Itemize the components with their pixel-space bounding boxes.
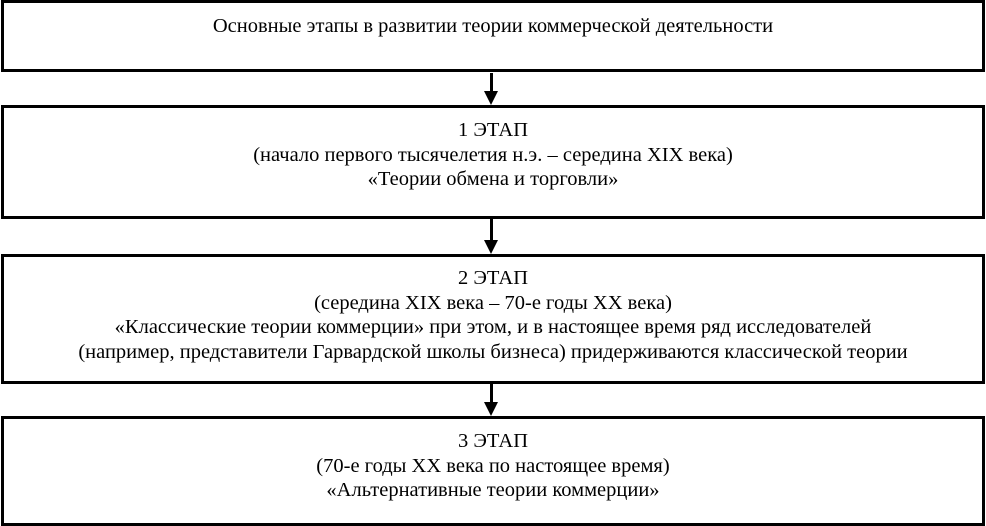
stage-2-description-line-1: «Классические теории коммерции» при этом, и в настоящее время ряд исследователей — [114, 316, 872, 338]
stage-3-period: (70-е годы XX века по настоящее время) — [316, 454, 670, 477]
stage-1-heading: 1 ЭТАП — [457, 119, 529, 141]
stage-2-box — [1, 254, 985, 384]
stage-3-description: «Альтернативные теории коммерции» — [326, 479, 660, 501]
title-box — [1, 0, 985, 72]
diagram-title: Основные этапы в развитии теории коммерческой деятельности — [212, 15, 774, 37]
stage-3-heading: 3 ЭТАП — [457, 430, 529, 452]
stage-1-description: «Теории обмена и торговли» — [367, 168, 619, 190]
arrow-down-icon — [490, 73, 494, 105]
stage-2-period: (середина XIX века – 70-е годы XX века) — [314, 291, 672, 314]
stage-1-box — [1, 105, 985, 219]
stage-1-period: (начало первого тысячелетия н.э. – середина XIX века) — [253, 143, 733, 166]
stage-2-description-line-2: (например, представители Гарвардской школы бизнеса) придерживаются классической теории — [78, 340, 908, 363]
arrow-down-icon — [490, 384, 494, 416]
stage-2-heading: 2 ЭТАП — [457, 267, 529, 289]
stage-3-box — [1, 416, 985, 526]
arrow-down-icon — [490, 219, 494, 254]
